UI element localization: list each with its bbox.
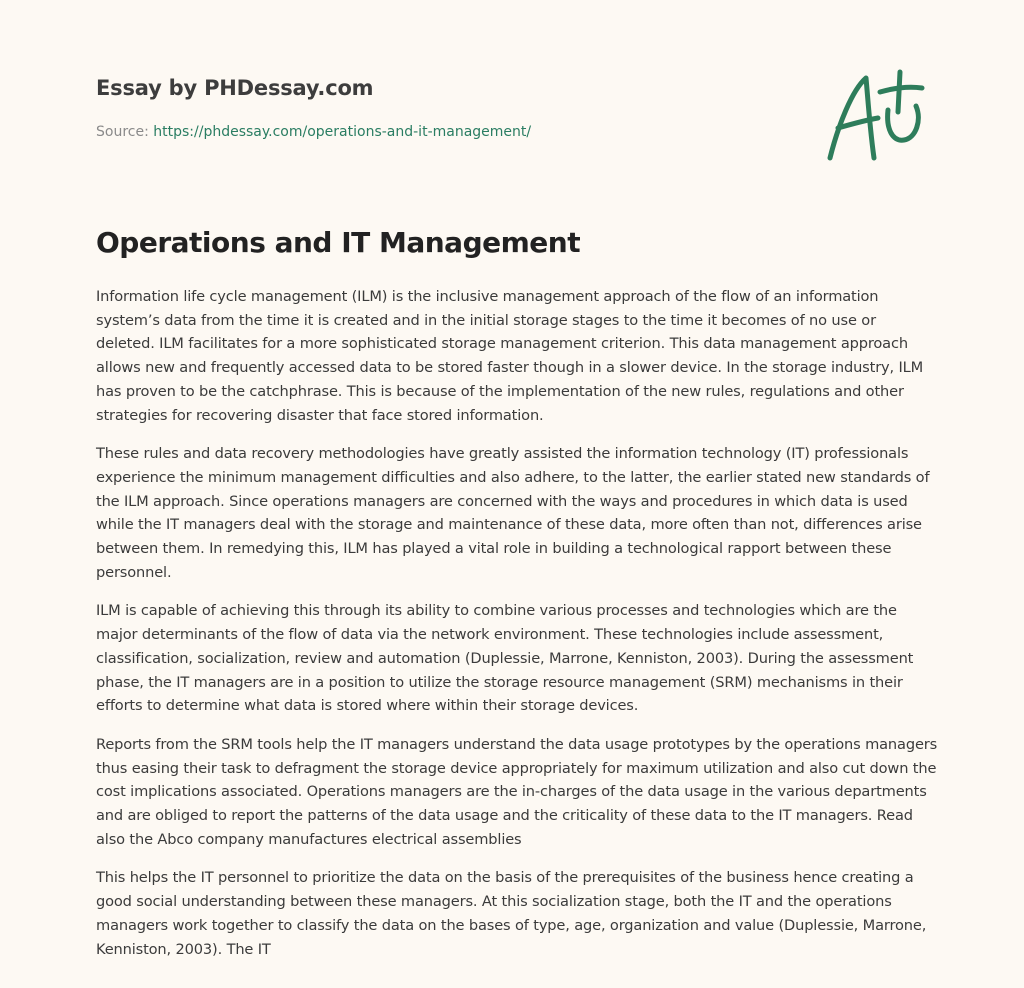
paragraph: This helps the IT personnel to prioritize the data on the basis of the prerequisites of the business hence creating a good social understanding between these managers. At this socialization stage, both the IT and the operations managers work together to classify the data on the bases of type, age, organization and value (Duplessie, Marrone, Kenniston, 2003). The IT	[96, 869, 927, 958]
page-title: Operations and IT Management	[96, 226, 581, 259]
source-label: Source:	[96, 124, 154, 140]
paragraph: Reports from the SRM tools help the IT managers understand the data usage prototypes by the operations managers thus easing their task to defragment the storage device appropriately for maximum utilization and also cut down the cost implications associated. Operations managers are the in-charges of the data usage in the various departments and are obliged to report the patterns of the data usage and the criticality of these data to the IT managers. Read also the Abco company manufactures electrical assemblies	[96, 735, 938, 848]
article-body	[96, 285, 938, 976]
paragraph: These rules and data recovery methodologies have greatly assisted the information technology (IT) professionals experience the minimum management difficulties and also adhere, to the latter, the earlier stated new standards of the ILM approach. Since operations managers are concerned with the ways and procedures in which data is used while the IT managers deal with the storage and maintenance of these data, more often than not, differences arise between them. In remedying this, ILM has played a vital role in building a technological rapport between these personnel.	[96, 445, 930, 581]
source-line	[96, 124, 531, 140]
site-brand: Essay by PHDessay.com	[96, 76, 374, 100]
a-plus-logo-icon	[818, 66, 930, 166]
paragraph: ILM is capable of achieving this through its ability to combine various processes and technologies which are the major determinants of the flow of data via the network environment. These technologies include assessment, classification, socialization, review and automation (Duplessie, Marrone, Kenniston, 2003). During the assessment phase, the IT managers are in a position to utilize the storage resource management (SRM) mechanisms in their efforts to determine what data is stored where within their storage devices.	[96, 602, 914, 715]
source-link[interactable]: https://phdessay.com/operations-and-it-management/	[153, 124, 532, 140]
paragraph: Information life cycle management (ILM) is the inclusive management approach of the flow of an information system’s data from the time it is created and in the initial storage stages to the time it becomes of no use or deleted. ILM facilitates for a more sophisticated storage management criterion. This data management approach allows new and frequently accessed data to be stored faster though in a slower device. In the storage industry, ILM has proven to be the catchphrase. This is because of the implementation of the new rules, regulations and other strategies for recovering disaster that face stored information.	[96, 288, 924, 424]
